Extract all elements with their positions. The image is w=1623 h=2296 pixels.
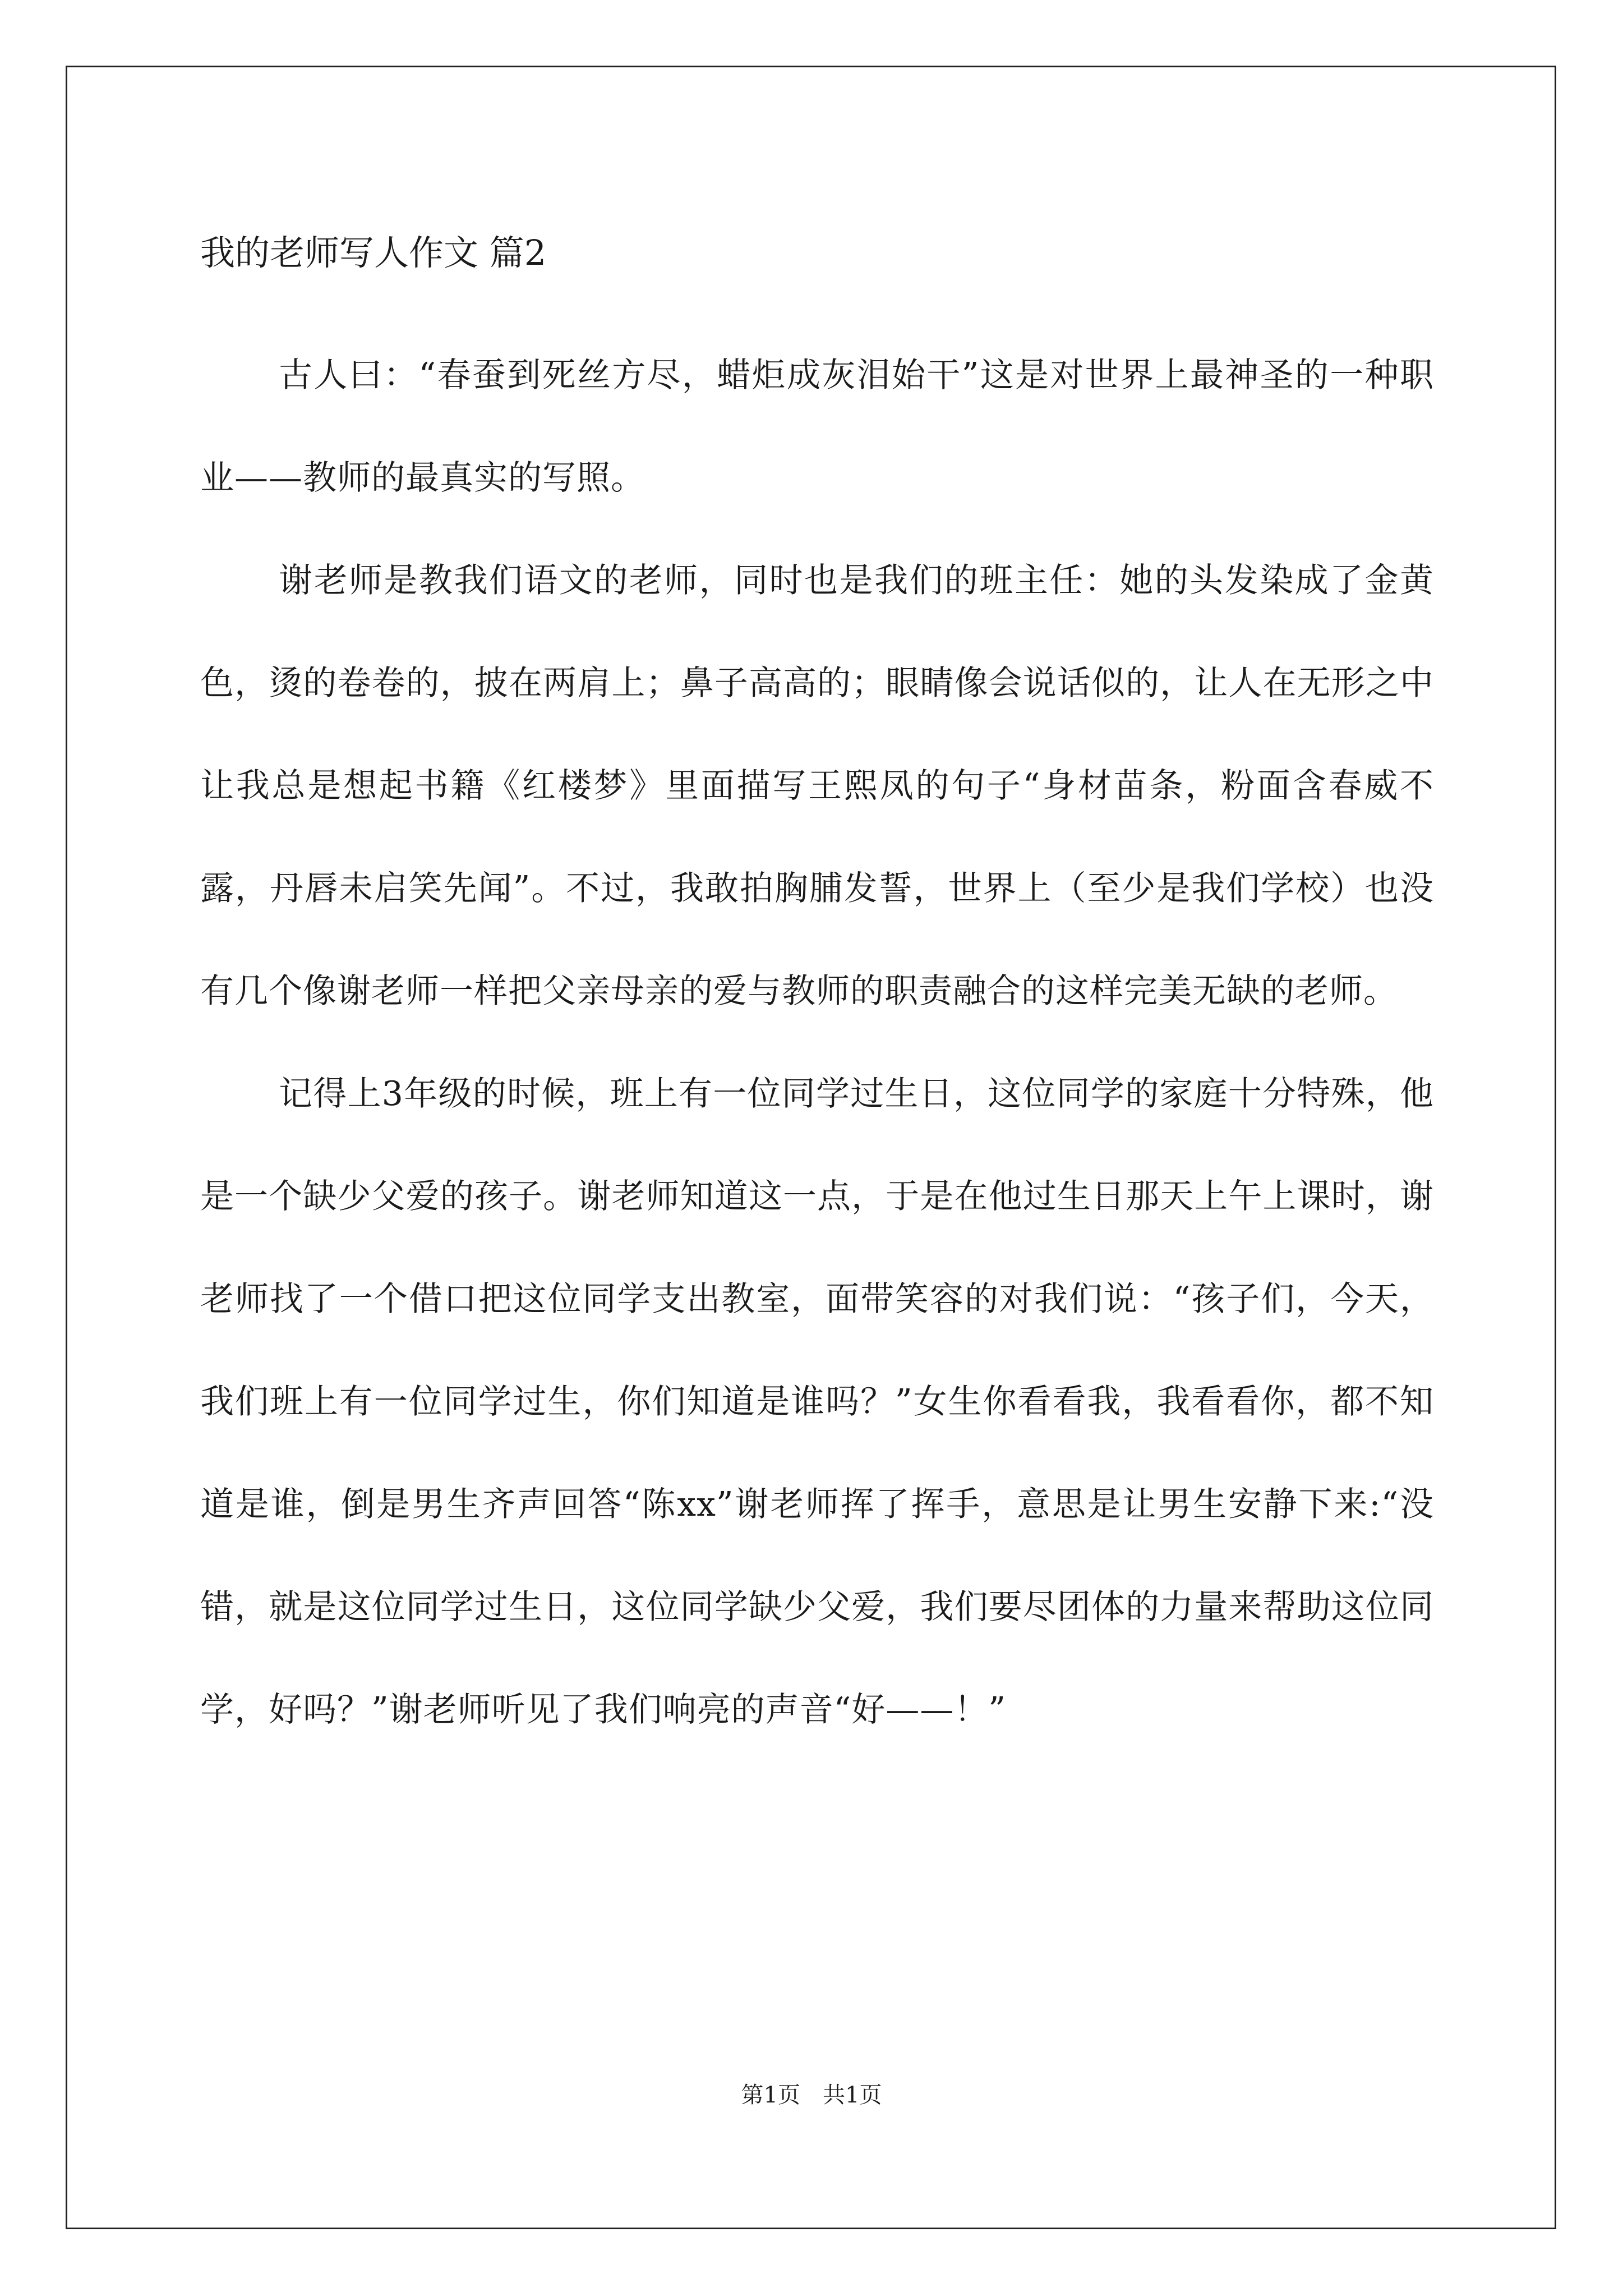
paragraph-3: 记得上3年级的时候，班上有一位同学过生日，这位同学的家庭十分特殊，他是一个缺少父爱的孩子。谢老师知道这一点，于是在他过生日那天上午上课时，谢老师找了一个借口把这位同学支出教室，面带笑容的对我们说：“孩子们，今天，我们班上有一位同学过生，你们知道是谁吗？”女生你看看我，我看看你，都不知道是谁，倒是男生齐声回答“陈xx”谢老师挥了挥手，意思是让男生安静下来:“没错，就是这位同学过生日，这位同学缺少父爱，我们要尽团体的力量来帮助这位同学，好吗？”谢老师听见了我们响亮的声音“好——！”: [200, 1074, 1434, 1729]
page-number-label: 第1页 共1页: [741, 2082, 882, 2108]
document-title: 我的老师写人作文 篇2: [200, 232, 547, 273]
paragraph-2: 谢老师是教我们语文的老师，同时也是我们的班主任：她的头发染成了金黄色，烫的卷卷的，披在两肩上；鼻子高高的；眼睛像会说话似的，让人在无形之中让我总是想起书籍《红楼梦》里面描写王熙凤的句子“身材苗条，粉面含春威不露，丹唇未启笑先闻”。不过，我敢拍胸脯发誓，世界上（至少是我们学校）也没有几个像谢老师一样把父亲母亲的爱与教师的职责融合的这样完美无缺的老师。: [200, 561, 1434, 1011]
paragraph-1: 古人曰：“春蚕到死丝方尽，蜡炬成灰泪始干”这是对世界上最神圣的一种职业——教师的最真实的写照。: [200, 356, 1434, 498]
page-footer: [0, 2078, 1623, 2112]
document-body: [200, 222, 1434, 1761]
